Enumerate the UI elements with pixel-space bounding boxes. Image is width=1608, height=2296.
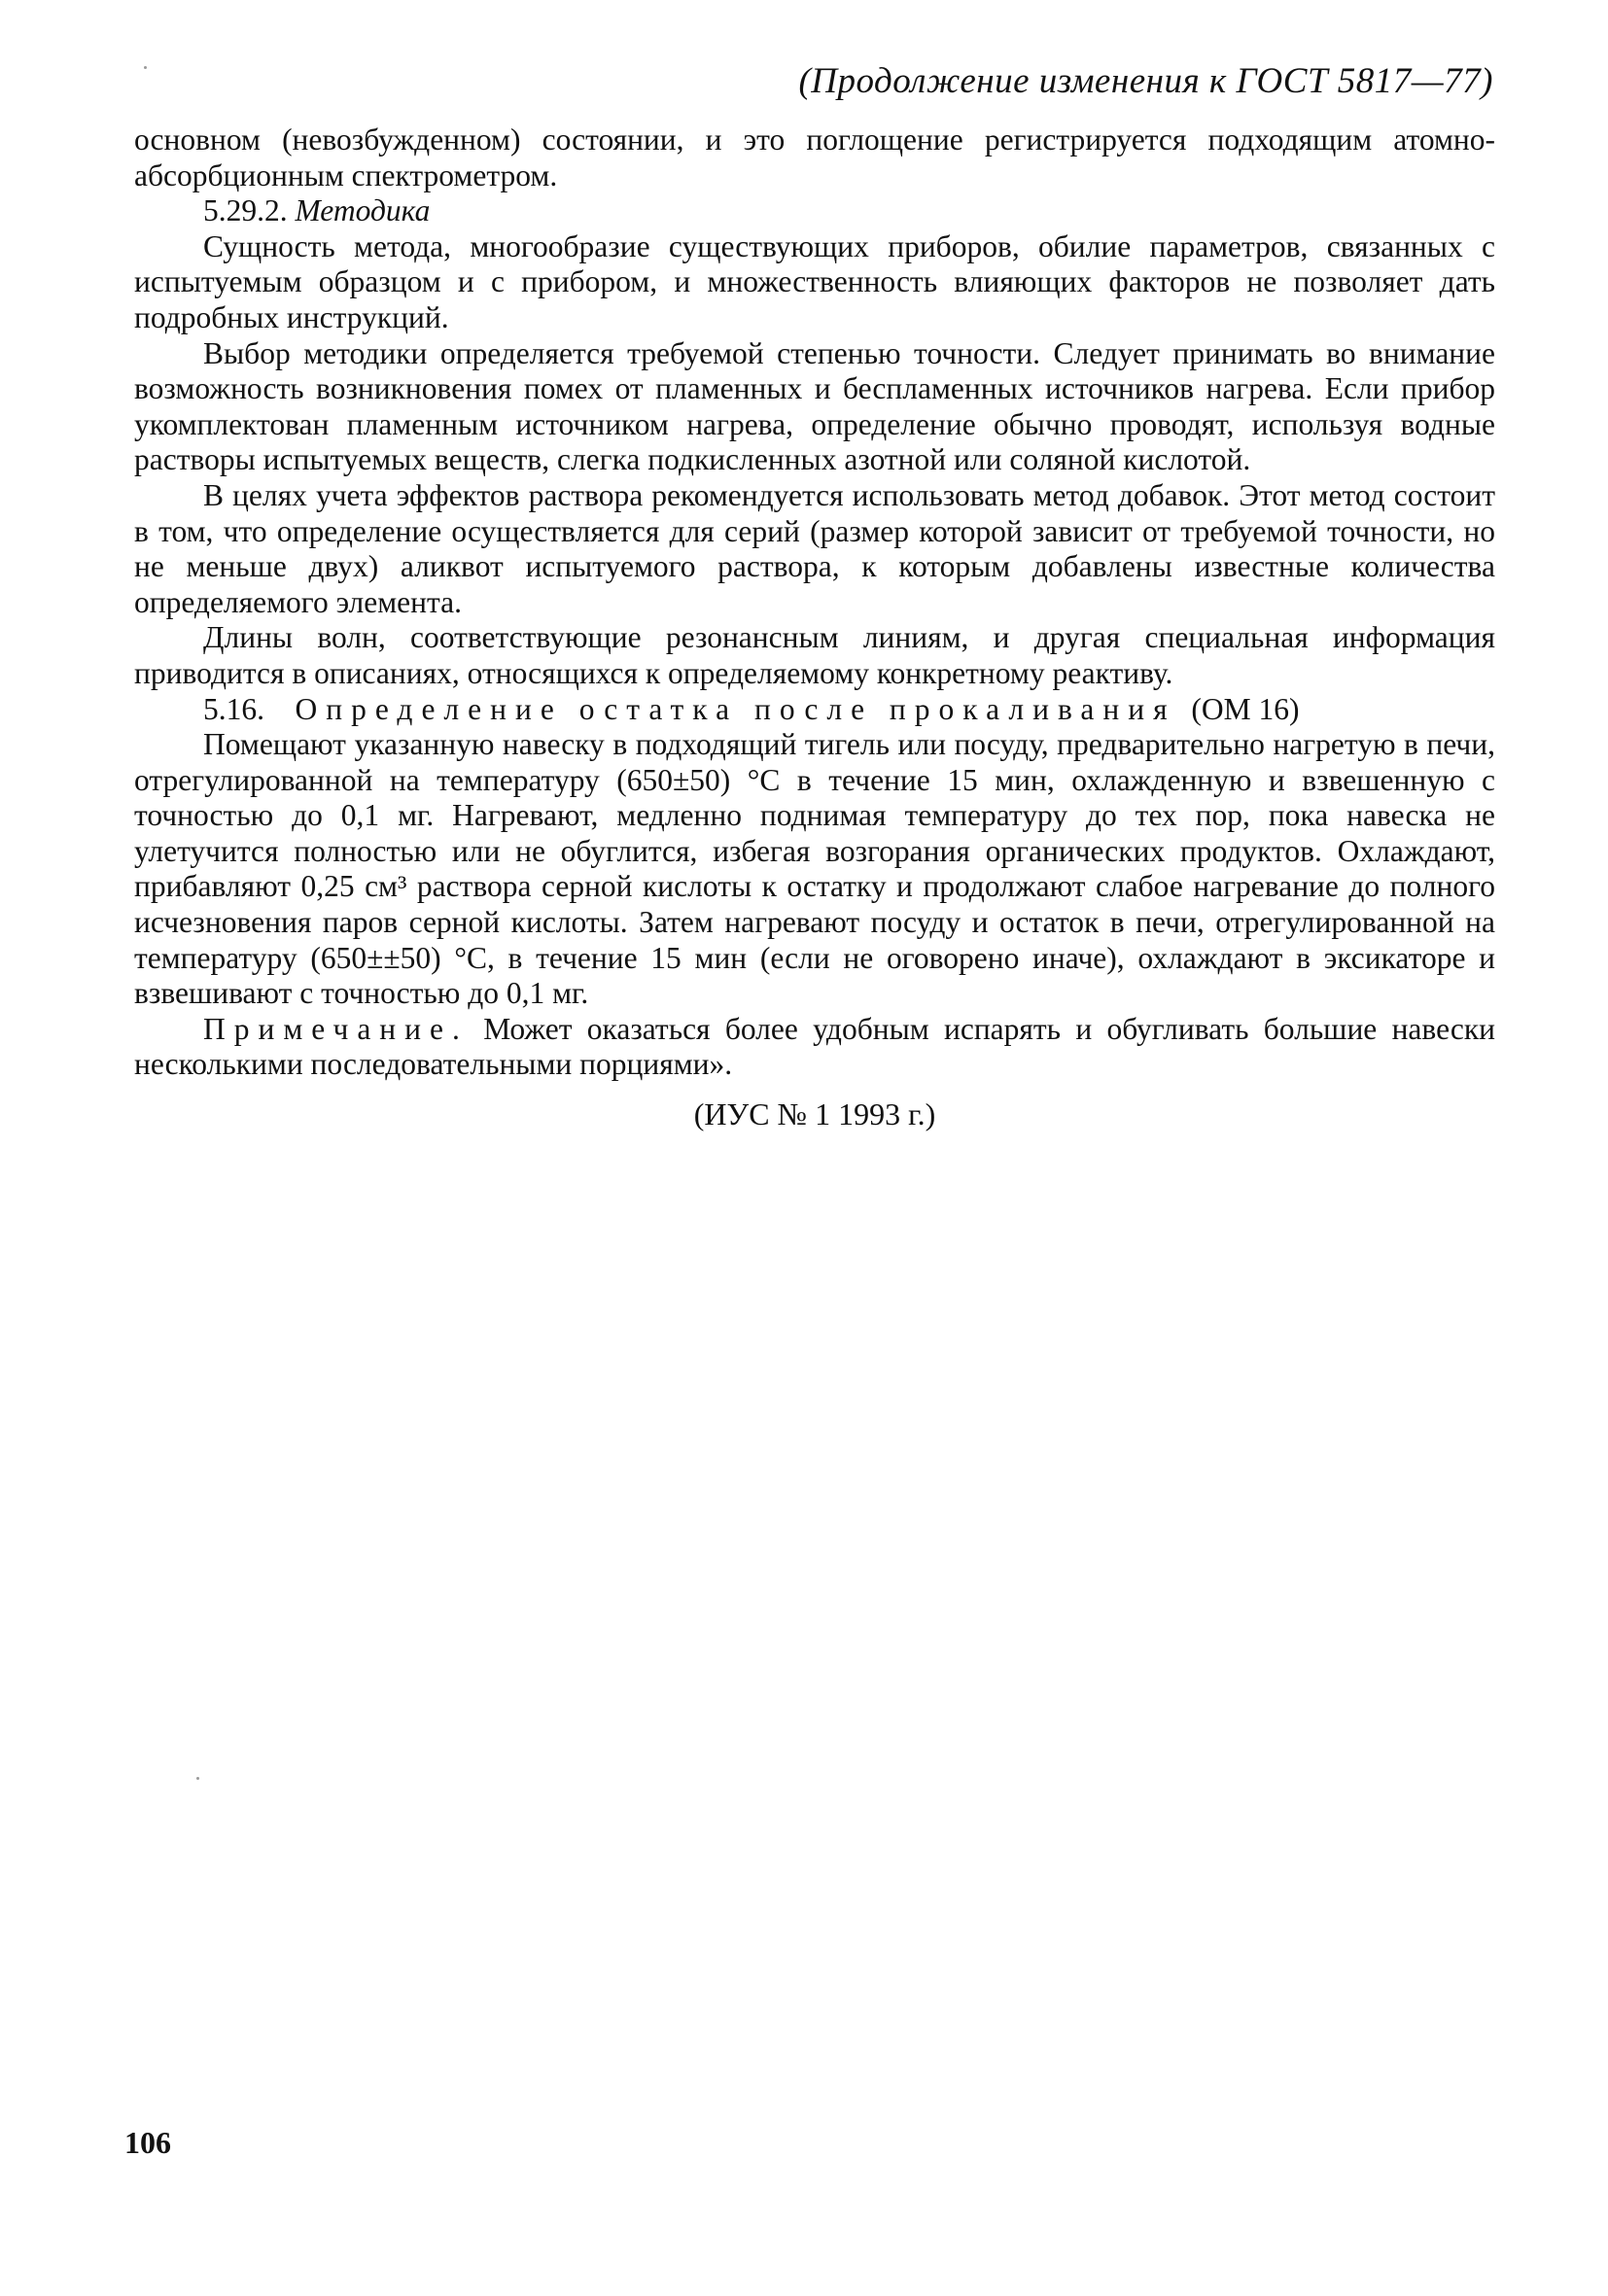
subsection-heading-5-29-2 xyxy=(134,193,1495,229)
running-header: (Продолжение изменения к ГОСТ 5817—77) xyxy=(798,61,1493,101)
paragraph-continuation: основном (невозбужденном) состоянии, и это поглощение регистрируется подходящим атомно-абсорбционным спектрометром. xyxy=(134,122,1495,192)
section-heading-5-16 xyxy=(134,692,1495,728)
paragraph-wavelengths: Длины волн, соответствующие резонансным линиям, и другая специальная информация приводится в описаниях, относящихся к определяемому конкретному реактиву. xyxy=(134,620,1495,690)
note-text: Может оказаться более удобным испарять и обугливать большие навески несколькими последовательными порциями». xyxy=(134,1011,1496,1082)
scan-speck xyxy=(196,1777,199,1780)
section-code: (ОМ 16) xyxy=(1191,691,1300,726)
paragraph-method-choice: Выбор методики определяется требуемой степенью точности. Следует принимать во внимание возможность возникновения помех от пламенных и беспламенных источников нагрева. Если прибор укомплектован пламенным источником нагрева, определение обычно проводят, используя водные растворы испытуемых веществ, слегка подкисленных азотной или соляной кислотой. xyxy=(134,335,1495,477)
paragraph-method-essence: Сущность метода, многообразие существующих приборов, обилие параметров, связанных с испытуемым образцом и с прибором, и множественность влияющих факторов не позволяет дать подробных инструкций. xyxy=(134,228,1495,334)
paragraph-note xyxy=(134,1012,1495,1083)
subsection-title: Методика xyxy=(295,193,431,228)
note-label: Примечание. xyxy=(203,1011,469,1046)
section-title: Определение остатка после прокаливания xyxy=(295,691,1176,726)
scan-speck xyxy=(144,66,147,69)
paragraph-additions-method: В целях учета эффектов раствора рекомендуется использовать метод добавок. Этот метод состоит в том, что определение осуществляется для серий (размер которой зависит от требуемой точности, но не меньше двух) аликвот испытуемого раствора, к которым добавлены известные количества определяемого элемента. xyxy=(134,477,1495,619)
paragraph-ignition-procedure: Помещают указанную навеску в подходящий тигель или посуду, предварительно нагретую в печи, отрегулированной на температуру (650±50) °С в течение 15 мин, охлажденную и взвешенную с точностью до 0,1 мг. Нагревают, медленно поднимая температуру до тех пор, пока навеска не улетучится полностью или не обуглится, избегая возгорания органических продуктов. Охлаждают, прибавляют 0,25 см³ раствора серной кислоты к остатку и продолжают слабое нагревание до полного исчезновения паров серной кислоты. Затем нагревают посуду и остаток в печи, отрегулированной на температуру (650±±50) °С, в течение 15 мин (если не оговорено иначе), охлаждают в эксикаторе и взвешивают с точностью до 0,1 мг. xyxy=(134,727,1495,1011)
section-number: 5.16. xyxy=(203,691,264,726)
ius-reference: (ИУС № 1 1993 г.) xyxy=(693,1096,936,1132)
body-text xyxy=(134,122,1495,1132)
page-number: 106 xyxy=(124,2125,171,2160)
subsection-number: 5.29.2. xyxy=(203,193,288,228)
